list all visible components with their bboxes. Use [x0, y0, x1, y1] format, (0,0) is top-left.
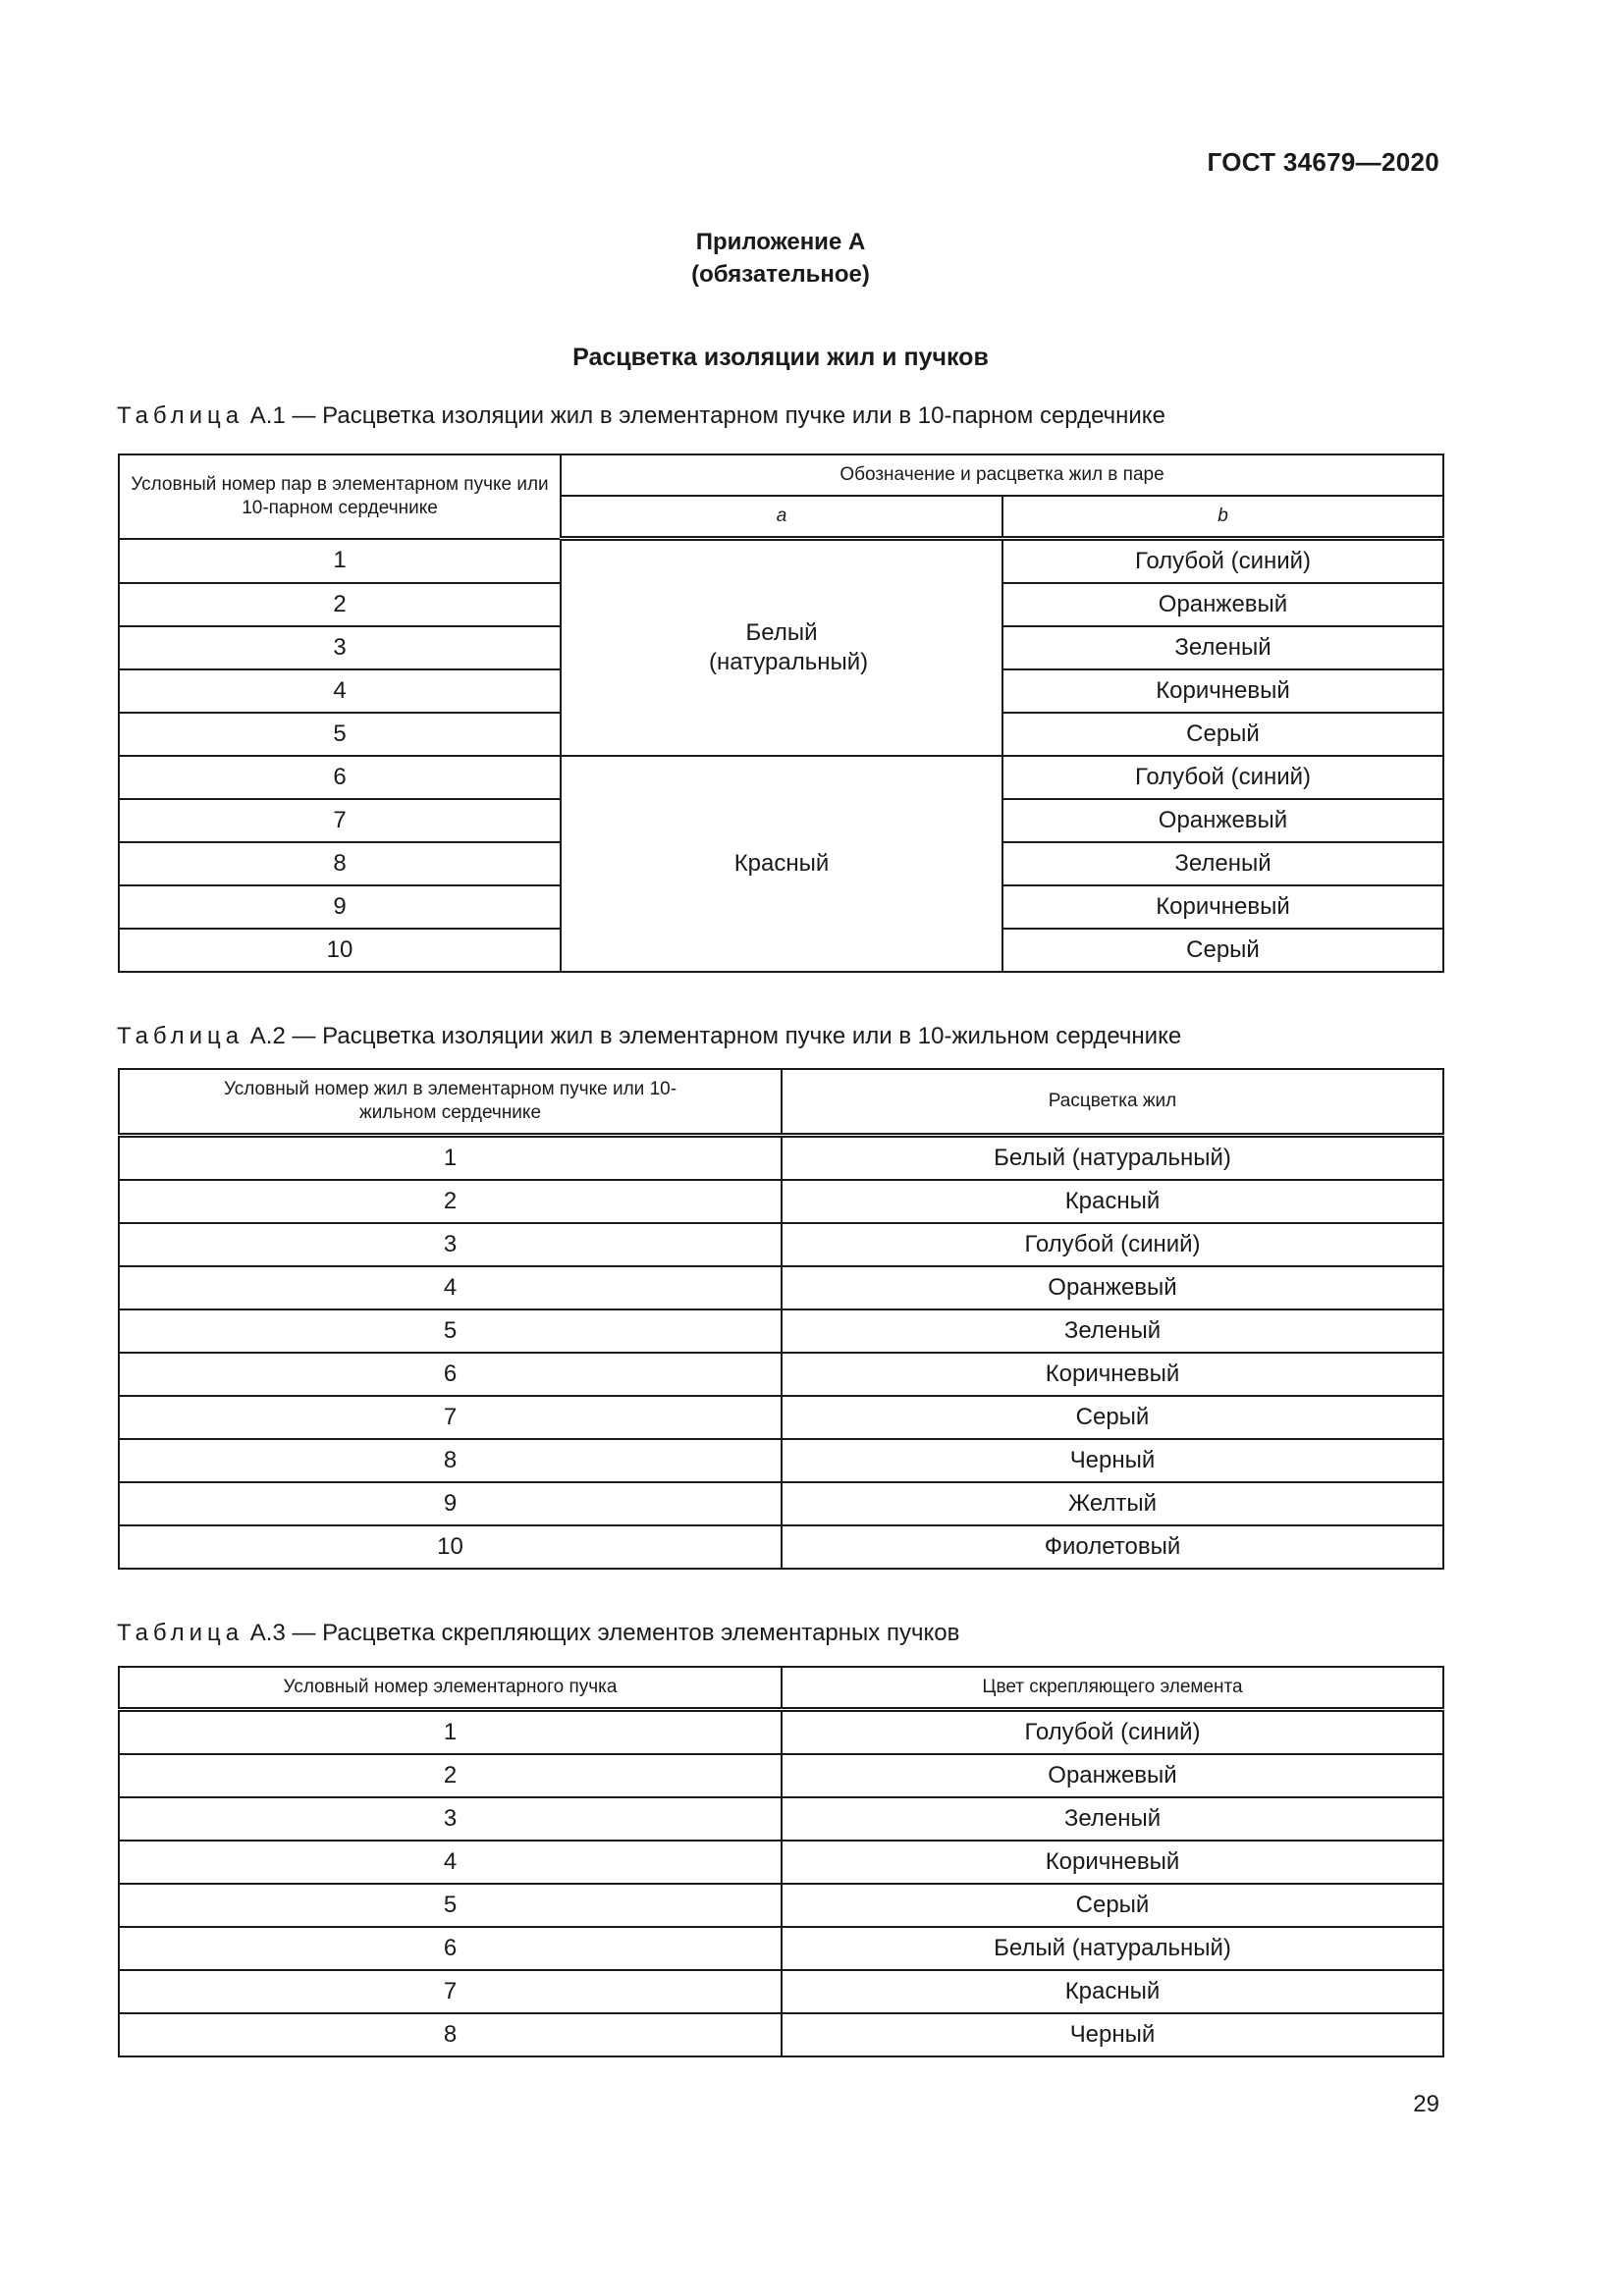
- table2-cell-color: Серый: [782, 1396, 1443, 1439]
- table2-cell-color: Фиолетовый: [782, 1525, 1443, 1569]
- table1-cell-b: Серый: [1002, 929, 1443, 972]
- table3-cell-num: 7: [119, 1970, 782, 2013]
- table1-cell-num: 5: [119, 713, 561, 756]
- table3-cell-color: Зеленый: [782, 1797, 1443, 1841]
- table2-cell-color: Черный: [782, 1439, 1443, 1482]
- document-id: ГОСТ 34679—2020: [1207, 147, 1439, 177]
- table-row: [119, 1525, 1443, 1569]
- table1-caption: [117, 402, 1165, 430]
- table2-cell-num: 6: [119, 1353, 782, 1396]
- table1-cell-b: Оранжевый: [1002, 583, 1443, 626]
- table-row: [119, 1396, 1443, 1439]
- table-row: [119, 1482, 1443, 1525]
- page-number: 29: [1413, 2091, 1439, 2117]
- table3-caption-text: А.3 — Расцветка скрепляющих элементов элементарных пучков: [249, 1620, 960, 1646]
- table3-caption: [117, 1620, 959, 1647]
- table1-cell-b: Оранжевый: [1002, 799, 1443, 842]
- table1-caption-word: Таблица: [117, 402, 244, 429]
- table1-cell-num: 10: [119, 929, 561, 972]
- table3-col2-header: Цвет скрепляющего элемента: [782, 1667, 1443, 1710]
- table3-cell-color: Красный: [782, 1970, 1443, 2013]
- table2-cell-num: 2: [119, 1180, 782, 1223]
- table3-cell-color: Голубой (синий): [782, 1710, 1443, 1755]
- table2-cell-color: Коричневый: [782, 1353, 1443, 1396]
- table1-sub-header-a: a: [561, 496, 1002, 539]
- table-row: [119, 539, 1443, 584]
- table1-cell-num: 6: [119, 756, 561, 799]
- table-row: [119, 756, 1443, 799]
- table2-cell-num: 7: [119, 1396, 782, 1439]
- table-a2: [118, 1068, 1444, 1570]
- table-row: [119, 1223, 1443, 1266]
- table1-sub-header-b: b: [1002, 496, 1443, 539]
- table3-cell-num: 3: [119, 1797, 782, 1841]
- table2-caption: [117, 1023, 1181, 1050]
- table3-cell-num: 1: [119, 1710, 782, 1755]
- table2-cell-num: 3: [119, 1223, 782, 1266]
- table-row: [119, 1439, 1443, 1482]
- table2-cell-color: Голубой (синий): [782, 1223, 1443, 1266]
- table-row: [119, 1797, 1443, 1841]
- table1-cell-b: Зеленый: [1002, 626, 1443, 669]
- table1-group-header: Обозначение и расцветка жил в паре: [561, 454, 1443, 496]
- appendix-heading: [0, 226, 1561, 291]
- appendix-title: Приложение А: [695, 229, 866, 255]
- table-row: [119, 1266, 1443, 1309]
- table1-cell-num: 8: [119, 842, 561, 885]
- table-row: [119, 1841, 1443, 1884]
- table-row: [119, 1136, 1443, 1181]
- table2-col1-header: Условный номер жил в элементарном пучке или 10-жильном сердечнике: [119, 1069, 782, 1136]
- table1-cell-b: Голубой (синий): [1002, 756, 1443, 799]
- table1-cell-num: 9: [119, 885, 561, 929]
- table3-col1-header: Условный номер элементарного пучка: [119, 1667, 782, 1710]
- table-row: [119, 1353, 1443, 1396]
- table-a1: [118, 454, 1444, 973]
- table3-cell-num: 5: [119, 1884, 782, 1927]
- table2-cell-color: Красный: [782, 1180, 1443, 1223]
- table1-cell-num: 3: [119, 626, 561, 669]
- table-row: [119, 1710, 1443, 1755]
- table1-cell-b: Коричневый: [1002, 669, 1443, 713]
- table-row: [119, 1884, 1443, 1927]
- table3-cell-color: Коричневый: [782, 1841, 1443, 1884]
- section-title: Расцветка изоляции жил и пучков: [572, 344, 989, 371]
- table2-cell-num: 10: [119, 1525, 782, 1569]
- table-row: [119, 1309, 1443, 1353]
- table2-cell-color: Желтый: [782, 1482, 1443, 1525]
- table1-cell-a-group2: Красный: [561, 756, 1002, 972]
- table2-caption-text: А.2 — Расцветка изоляции жил в элементарном пучке или в 10-жильном сердечнике: [249, 1023, 1182, 1049]
- table2-col2-header: Расцветка жил: [782, 1069, 1443, 1136]
- table3-cell-num: 2: [119, 1754, 782, 1797]
- table2-cell-num: 1: [119, 1136, 782, 1181]
- table1-cell-b: Серый: [1002, 713, 1443, 756]
- table2-cell-color: Белый (натуральный): [782, 1136, 1443, 1181]
- table3-cell-color: Оранжевый: [782, 1754, 1443, 1797]
- table3-cell-num: 8: [119, 2013, 782, 2056]
- table2-caption-word: Таблица: [117, 1023, 244, 1049]
- table1-cell-num: 1: [119, 539, 561, 584]
- table1-cell-num: 2: [119, 583, 561, 626]
- table1-cell-num: 4: [119, 669, 561, 713]
- table-row: [119, 1180, 1443, 1223]
- table1-cell-b: Голубой (синий): [1002, 539, 1443, 584]
- table1-cell-b: Коричневый: [1002, 885, 1443, 929]
- table1-caption-text: А.1 — Расцветка изоляции жил в элементарном пучке или в 10-парном сердечнике: [249, 402, 1165, 429]
- table3-cell-color: Серый: [782, 1884, 1443, 1927]
- table2-cell-num: 9: [119, 1482, 782, 1525]
- table2-cell-num: 4: [119, 1266, 782, 1309]
- table2-cell-color: Зеленый: [782, 1309, 1443, 1353]
- table1-cell-num: 7: [119, 799, 561, 842]
- table3-caption-word: Таблица: [117, 1620, 244, 1646]
- table3-cell-color: Белый (натуральный): [782, 1927, 1443, 1970]
- table3-cell-num: 6: [119, 1927, 782, 1970]
- table3-cell-num: 4: [119, 1841, 782, 1884]
- table2-cell-num: 8: [119, 1439, 782, 1482]
- table-a3: [118, 1666, 1444, 2057]
- table-row: [119, 1927, 1443, 1970]
- table-row: [119, 1754, 1443, 1797]
- table-row: [119, 2013, 1443, 2056]
- appendix-status: (обязательное): [691, 261, 870, 288]
- table2-cell-color: Оранжевый: [782, 1266, 1443, 1309]
- table2-cell-num: 5: [119, 1309, 782, 1353]
- table-row: [119, 1970, 1443, 2013]
- table1-cell-a-group1: Белый (натуральный): [561, 539, 1002, 757]
- table1-cell-b: Зеленый: [1002, 842, 1443, 885]
- table1-col1-header: Условный номер пар в элементарном пучке или 10-парном сердечнике: [119, 454, 561, 539]
- table3-cell-color: Черный: [782, 2013, 1443, 2056]
